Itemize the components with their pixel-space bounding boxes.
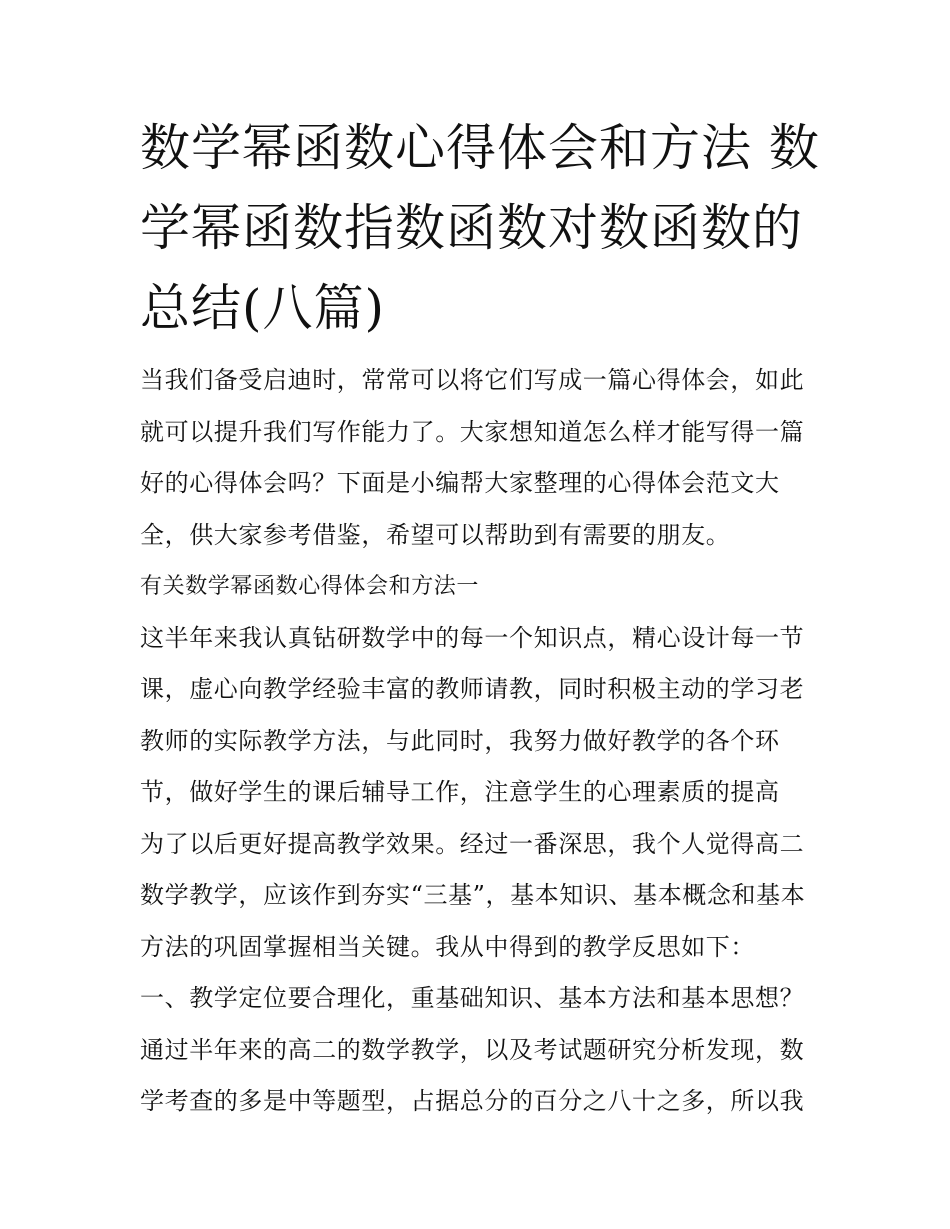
body-line: 节，做好学生的课后辅导工作，注意学生的心理素质的提高 — [140, 778, 780, 806]
body-line: 就可以提升我们写作能力了。大家想知道怎么样才能写得一篇 — [140, 417, 805, 446]
section-heading: 有关数学幂函数心得体会和方法一 — [140, 574, 480, 599]
body-line: 教师的实际教学方法，与此同时，我努力做好教学的各个环 — [140, 726, 780, 755]
title-line: 总结(八篇) — [140, 279, 386, 337]
document-title — [140, 108, 820, 348]
document-body — [140, 355, 830, 1128]
title-line: 学幂函数指数函数对数函数的 — [140, 199, 803, 257]
body-line: 通过半年来的高二的数学教学，以及考试题研究分析发现，数 — [140, 1035, 805, 1064]
body-line: 全，供大家参考借鉴，希望可以帮助到有需要的朋友。 — [140, 520, 731, 549]
body-line: 一、教学定位要合理化，重基础知识、基本方法和基本思想？ — [140, 984, 805, 1012]
body-line: 为了以后更好提高教学效果。经过一番深思，我个人觉得高二 — [140, 829, 805, 858]
body-line: 方法的巩固掌握相当关键。我从中得到的教学反思如下： — [140, 932, 755, 961]
body-line: 学考查的多是中等题型，占据总分的百分之八十之多，所以我 — [140, 1087, 805, 1115]
body-line: 好的心得体会吗？下面是小编帮大家整理的心得体会范文大 — [140, 469, 780, 497]
body-line: 这半年来我认真钻研数学中的每一个知识点，精心设计每一节 — [140, 623, 805, 652]
body-line: 当我们备受启迪时，常常可以将它们写成一篇心得体会，如此 — [140, 366, 805, 394]
body-line: 数学教学，应该作到夯实“三基”，基本知识、基本概念和基本 — [140, 881, 806, 909]
title-line: 数学幂函数心得体会和方法 数 — [140, 119, 820, 177]
body-line: 课，虚心向教学经验丰富的教师请教，同时积极主动的学习老 — [140, 675, 805, 703]
